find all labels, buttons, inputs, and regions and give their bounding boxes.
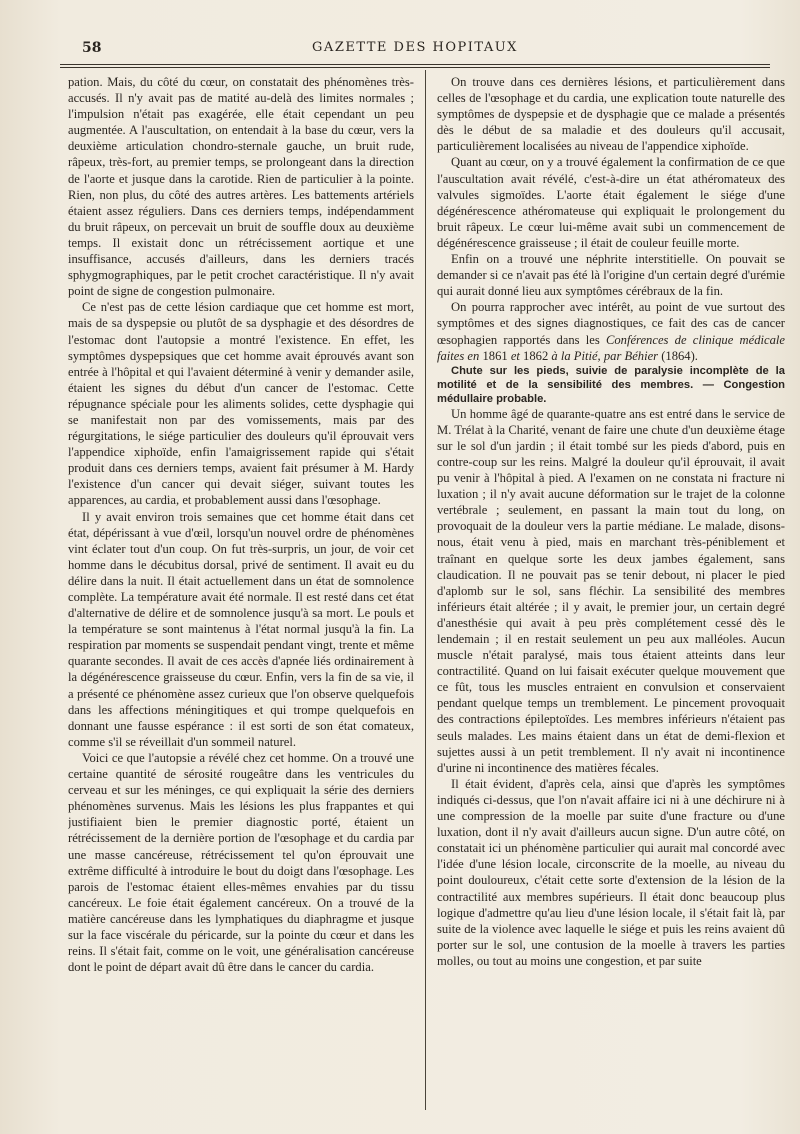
cited-year-1: 1861 — [479, 348, 511, 363]
cited-year-2: 1862 — [519, 348, 552, 363]
paragraph: pation. Mais, du côté du cœur, on constatait des phénomènes très-accusés. Il n'y avait pas de matité au-delà des limites normales ; l'impulsion n'était pas exagérée, elle était cependant un peu augmentée. A l'auscultation, on entendait à la base du cœur, vers la deuxième articulation chondro-sternale gauche, un bruit rude, râpeux, très-fort, au premier temps, se prolongeant dans la direction de l'aorte et jusque dans la carotide. Rien de particulier à la pointe. Rien, non plus, du côté des autres artères. Les battements artériels étaient assez réguliers. Dans ces derniers temps, indépendamment du bruit râpeux, on percevait un bruit de souffle doux au deuxième temps. Il existait donc un rétrécissement aortique et une insuffisance, accusés d'ailleurs, dans les derniers tracés sphygmographiques, par le petit crochet caractéristique. Il n'y avait point de signe de congestion pulmonaire. — [68, 75, 414, 299]
section-title: Chute sur les pieds, suivie de paralysie incomplète de la motilité et de la sensibilité des membres. — Congestion médullaire probable. — [437, 364, 785, 405]
cited-work-title: Conférences de clinique médicale faites en — [437, 332, 785, 363]
column-divider — [425, 70, 426, 1110]
paragraph: Ce n'est pas de cette lésion cardiaque que cet homme est mort, mais de sa dyspepsie ou plutôt de sa dysphagie et des désordres de l'estomac dont l'autopsie a montré l'existence. En effet, les symptômes dyspepsiques que cet homme avait éprouvés avant son entrée à l'hôpital et qui l'avaient déterminé à venir y demander asile, étaient les signes du début d'un cancer de l'estomac. Cette répugnance spéciale pour les aliments solides, cette dysphagie qui se manifestait non par des vomissements, mais par des régurgitations, le siége particulier des douleurs qu'il éprouvait vers l'appendice xiphoïde, enfin l'amaigrissement rapide qui s'était produit dans ces derniers temps, avaient fait présumer à M. Hardy l'existence d'un cancer qui devait siéger, suivant toutes les apparences, au cardia, et probablement aussi dans l'œsophage. — [68, 300, 414, 508]
cited-place-author: à la Pitié, par Béhier — [551, 348, 659, 363]
left-column — [68, 74, 414, 1124]
right-column — [437, 74, 785, 1124]
paragraph: Il était évident, d'après cela, ainsi que d'après les symptômes indiqués ci-dessus, que l'on n'avait affaire ici ni à une déchirure ni à une compression de la moelle par suite d'une fracture ou d'une luxation, dont il n'y avait d'ailleurs aucun signe. D'un autre côté, on constatait ici un phénomène particulier qui aurait mal concordé avec l'idée d'une lésion locale, circonscrite de la moelle, au niveau du point douloureux, c'était cette sorte d'extension de la lésion de la contractilité aux membres supérieurs. Il était donc beaucoup plus logique d'admettre qu'au lieu d'une lésion locale, il s'était fait là, par suite de la violence avec laquelle le siége et puis les reins avaient dû porter sur le sol, une contusion de la moelle à travers les parties molles, ou tout au moins une congestion, et par suite — [437, 776, 785, 968]
page-number: 58 — [82, 40, 102, 56]
page-header — [60, 38, 770, 62]
closing-text-before: On pourra rapprocher avec intérêt, au point de vue surtout des symptômes et des signes diagnostiques, ce fait des cas de cancer œsophagien rapportés dans les — [437, 300, 785, 347]
paragraph: Enfin on a trouvé une néphrite interstitielle. On pouvait se demander si ce n'avait pas été là l'origine d'un certain degré d'urémie qui aurait donné lieu aux symptômes cérébraux de la fin. — [437, 252, 785, 299]
header-rule-thin — [60, 67, 770, 68]
paragraph: Quant au cœur, on y a trouvé également la confirmation de ce que l'auscultation avait révélé, c'est-à-dire un état athéromateux des valvules sigmoïdes. L'aorte était également le siége d'une dégénérescence athéromateuse qui expliquait le prolongement du bruit râpeux. Le cœur lui-même avait subi un commencement de dégénérescence graisseuse ; il était de couleur feuille morte. — [437, 155, 785, 250]
paragraph: Il y avait environ trois semaines que cet homme était dans cet état, dépérissant à vue d'œil, lorsqu'un nouvel ordre de phénomènes vint éclater tout d'un coup. On fut très-surpris, un jour, de voir cet homme dans le décubitus dorsal, privé de sentiment. Il avait eu du délire dans la nuit. Il était actuellement dans un état de somnolence complète. La température avait été normale. Il est resté dans cet état d'alternative de délire et de somnolence jusqu'à sa mort. Le pouls et la température se sont maintenus à l'état normal jusqu'à la fin. La respiration par moments se suspendait pendant vingt, trente et même quarante secondes. Il avait de ces accès d'apnée liés ordinairement à la dégénérescence graisseuse du cœur. Enfin, vers la fin de sa vie, il a présenté ce phénomène assez curieux que l'on observe quelquefois dans les affections méningitiques et qui trompe quelquefois en donnant une fausse espérance : il est sorti de son état comateux, comme s'il se réveillait d'un sommeil naturel. — [68, 509, 414, 749]
header-rule — [60, 64, 770, 65]
paragraph: Voici ce que l'autopsie a révélé chez cet homme. On a trouvé une certaine quantité de sérosité rougeâtre dans les ventricules du cerveau et sur les méninges, ce qui expliquait la série des derniers phénomènes survenus. Mais les lésions les plus frappantes et qui justifiaient bien le premier diagnostic porté, étaient un rétrécissement de la dernière portion de l'œsophage et du cardia par une masse cancéreuse, rétrécissement tel qu'on éprouvait une extrême difficulté à introduire le bout du doigt dans l'œsophage. Les parois de l'estomac étaient elles-mêmes envahies par du tissu cancéreux. Le foie était également cancéreux. On a trouvé de la matière cancéreuse dans les lymphatiques du diaphragme et jusque sur la face viscérale du péricarde, sur la pointe du cœur et dans les reins. Il s'était fait, comme on le voit, une généralisation cancéreuse dont le point de départ avait dû être dans le cancer du cardia. — [68, 750, 414, 975]
cited-et: et — [510, 348, 520, 363]
closing-paragraph — [437, 299, 785, 363]
closing-text-after: (1864). — [658, 348, 698, 363]
running-title: GAZETTE DES HOPITAUX — [312, 40, 518, 55]
paragraph: On trouve dans ces dernières lésions, et particulièrement dans celles de l'œsophage et du cardia, une explication toute naturelle des symptômes de dyspepsie et de dysphagie que ce malade a présentés dès le début de sa maladie et des douleurs qu'il accusait, particulièrement localisées au niveau de l'appendice xiphoïde. — [437, 75, 785, 154]
paragraph: Un homme âgé de quarante-quatre ans est entré dans le service de M. Trélat à la Charité, venant de faire une chute d'un deuxième étage sur le sol d'un jardin ; il était tombé sur les pieds d'abord, puis en contre-coup sur les reins. Malgré la douleur qu'il éprouvait, il avait pu venir à l'hôpital à pied. A l'examen on ne constata ni fracture ni luxation ; il n'y avait aucune déformation sur le trajet de la colonne vertébrale ; seulement, en passant la main tout du long, on provoquait de la douleur vers la partie médiane. Le malade, disons-nous, était venu à pied, mais en marchant très-péniblement et traînant en quelque sorte les deux jambes également, sans claudication. Il ne pouvait pas se tenir debout, ni placer le pied d'aplomb sur le sol, sans fléchir. La sensibilité des membres inférieurs était altérée ; il y avait, le premier jour, un certain degré d'anesthésie qui avait à peu près complétement cessé dès le lendemain ; il en restait seulement un peu aux malléoles. Aucun muscle n'était paralysé, mais tous étaient atteints dans leur contractilité. Quand on lui faisait exécuter quelque mouvement que ce fût, tous les muscles entraient en convulsion et conservaient pendant quelque temps un tremblement. Le pincement provoquait des contractions épileptoïdes. Les membres inférieurs n'étaient pas seuls malades. Les mains étaient dans un état de demi-flexion et sujettes aussi à un petit tremblement. Il n'y avait ni incontinence d'urine ni incontinence des matières fécales. — [437, 406, 785, 775]
